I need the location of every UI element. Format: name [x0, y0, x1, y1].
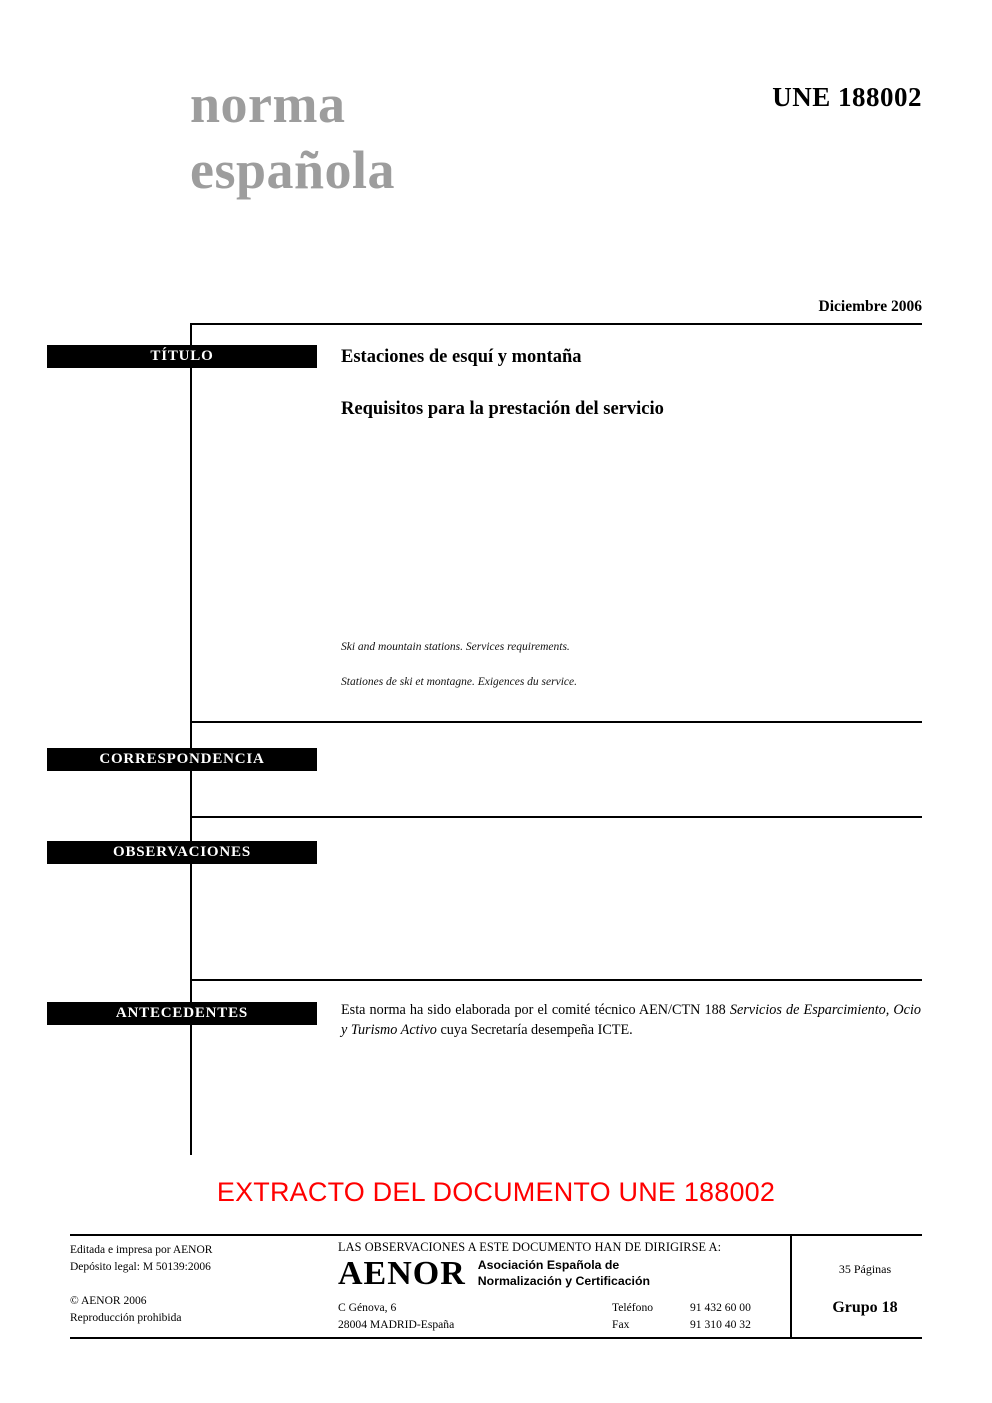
antecedentes-committee-name: Servicios de Esparcimiento, Ocio y Turismo Activo — [341, 1002, 921, 1039]
page-count: 35 Páginas — [838, 1262, 892, 1276]
extract-banner: EXTRACTO DEL DOCUMENTO UNE 188002 — [216, 1177, 776, 1207]
alternate-titles — [341, 640, 921, 710]
aenor-logo: AENOR — [338, 1255, 466, 1292]
alt-title-english: Ski and mountain stations. Services requirements. — [341, 641, 570, 653]
rule-observaciones-top — [190, 816, 922, 818]
footer-contact-phone — [612, 1300, 751, 1317]
rule-antecedentes-top — [190, 979, 922, 981]
masthead-line-1: norma — [190, 74, 346, 134]
alt-title-french: Stationes de ski et montagne. Exigences du service. — [341, 675, 577, 688]
rule-correspondencia-top — [190, 721, 922, 723]
antecedentes-paragraph — [341, 1000, 921, 1040]
aenor-logo-subtitle — [478, 1258, 650, 1291]
footer-publisher-line-2: Depósito legal: M 50139:2006 — [70, 1260, 211, 1273]
footer-publisher-info — [70, 1242, 320, 1327]
footer-copyright: © AENOR 2006 — [70, 1295, 147, 1308]
aenor-subtitle-line-2: Normalización y Certificación — [477, 1273, 651, 1288]
rule-vertical-titulo — [190, 323, 192, 721]
antecedentes-text-part1: Esta norma ha sido elaborada por el comité técnico AEN/CTN 188 — [341, 1002, 730, 1018]
masthead-line-2: española — [190, 139, 396, 200]
group-label: Grupo 18 — [832, 1299, 898, 1316]
footer-contact-fax-label: Fax — [612, 1317, 630, 1331]
aenor-subtitle-line-1: Asociación Española de — [477, 1258, 620, 1273]
title-line-1: Estaciones de esquí y montaña — [341, 347, 582, 367]
publication-date: Diciembre 2006 — [818, 298, 922, 315]
section-tag-titulo: TÍTULO — [47, 345, 317, 368]
footer-address-line-1: C Génova, 6 — [338, 1301, 397, 1314]
footer-contact-fax-value: 91 310 40 32 — [690, 1317, 751, 1331]
footer-divider-right — [790, 1234, 792, 1337]
footer-rule-top — [70, 1234, 922, 1236]
masthead — [190, 72, 710, 204]
footer-address-line-2: 28004 MADRID-España — [338, 1317, 455, 1331]
footer-reproduction-notice: Reproducción prohibida — [70, 1312, 182, 1325]
section-tag-antecedentes: ANTECEDENTES — [47, 1002, 317, 1025]
footer-address — [338, 1300, 454, 1334]
antecedentes-text-part2: cuya Secretaría desempeña ICTE. — [436, 1022, 633, 1039]
footer-rule-bottom — [70, 1337, 922, 1339]
title-line-2: Requisitos para la prestación del servicio — [341, 399, 664, 420]
document-title — [341, 345, 921, 449]
footer-contact-fax — [612, 1317, 751, 1334]
section-tag-correspondencia: CORRESPONDENCIA — [47, 748, 317, 771]
aenor-logo-row — [338, 1257, 778, 1291]
footer-contact-phone-label: Teléfono — [612, 1301, 654, 1314]
footer-right-block — [800, 1262, 930, 1317]
section-tag-observaciones: OBSERVACIONES — [47, 841, 317, 864]
footer-observations-note: LAS OBSERVACIONES A ESTE DOCUMENTO HAN DE DIRIGIRSE A: — [338, 1240, 722, 1254]
footer-publisher-line-1: Editada e impresa por AENOR — [70, 1244, 213, 1256]
footer-contacts — [612, 1300, 751, 1334]
footer-center-block — [338, 1240, 778, 1291]
footer-contact-phone-value: 91 432 60 00 — [690, 1301, 751, 1314]
rule-top — [190, 323, 922, 325]
norm-code: UNE 188002 — [772, 82, 922, 112]
